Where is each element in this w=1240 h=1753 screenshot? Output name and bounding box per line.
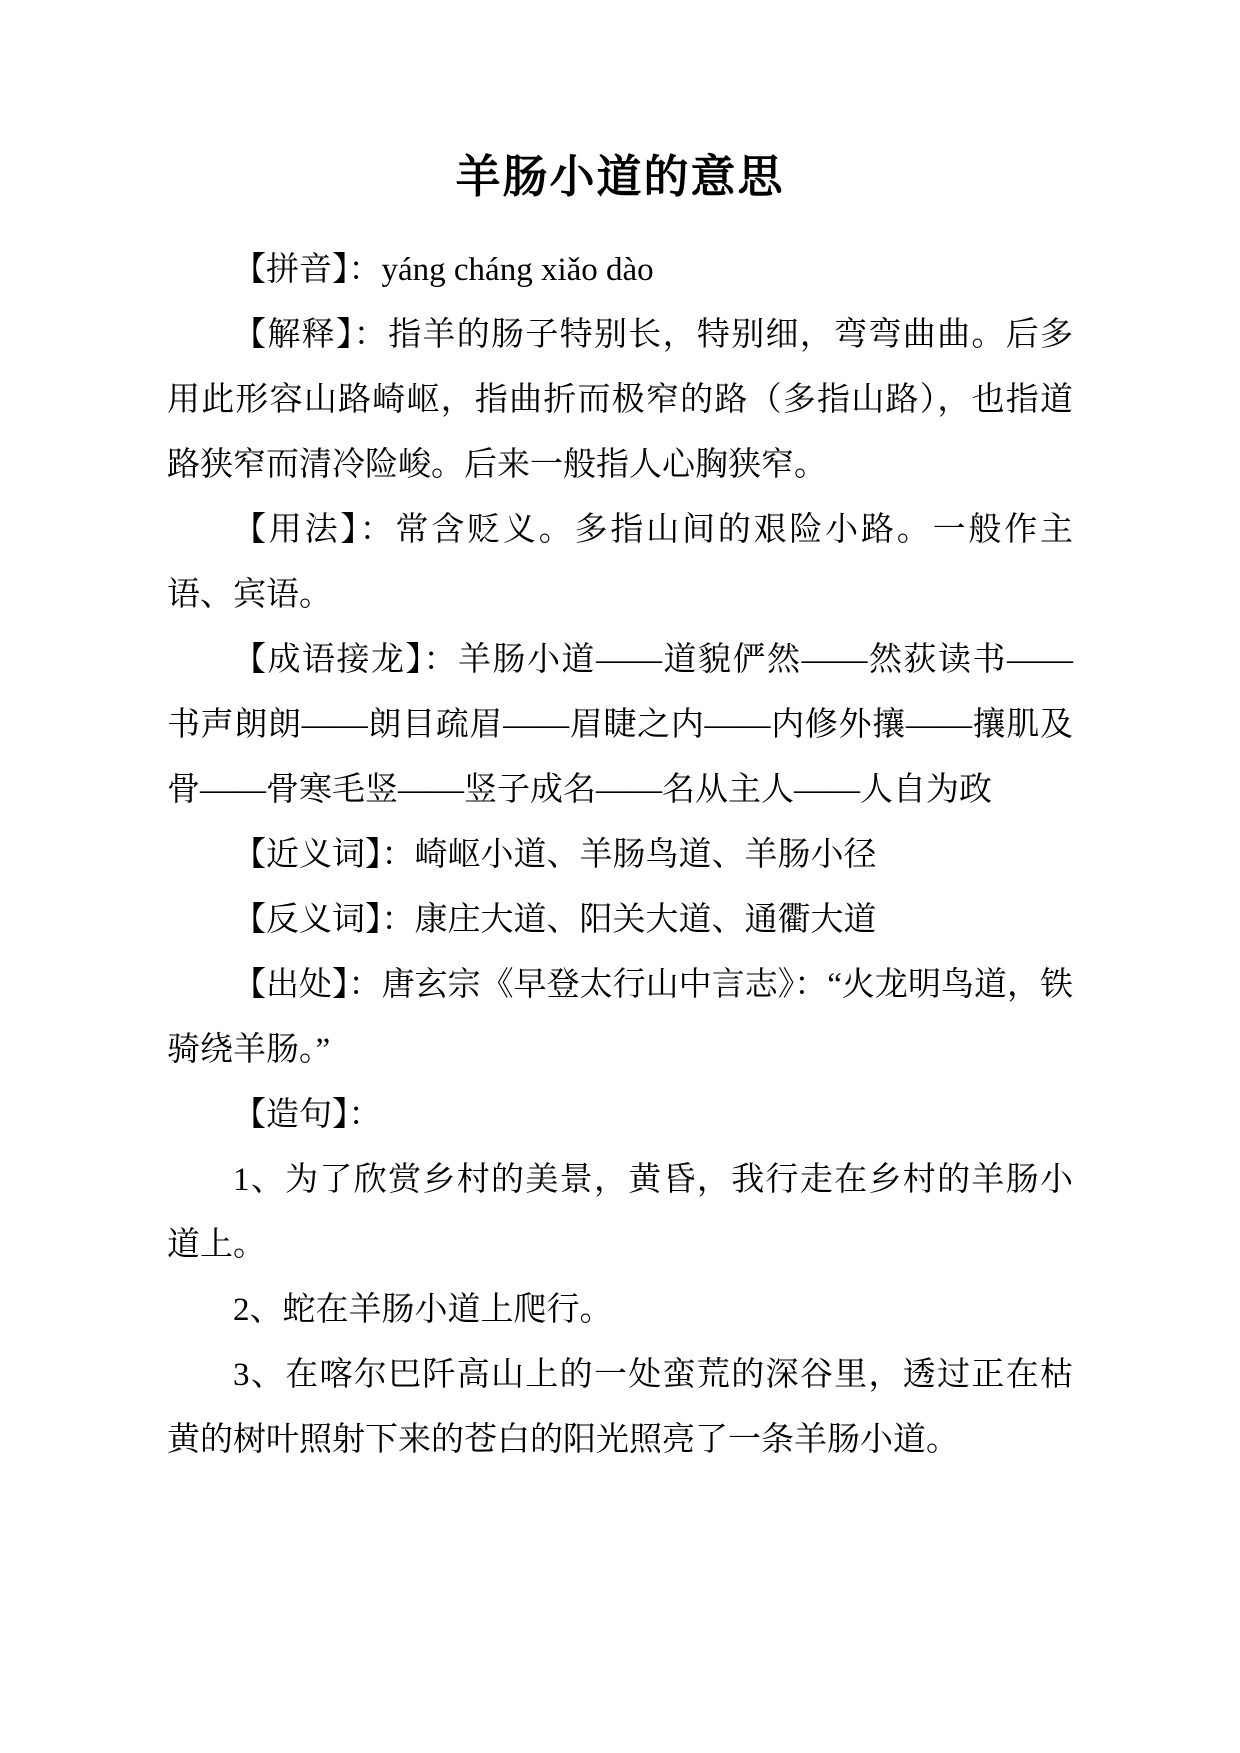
paragraph-sentence-3: 3、在喀尔巴阡高山上的一处蛮荒的深谷里，透过正在枯黄的树叶照射下来的苍白的阳光照亮了一条羊肠小道。 bbox=[167, 1357, 1073, 1458]
page-title: 羊肠小道的意思 bbox=[455, 150, 785, 203]
paragraph-idiom-chain: 【成语接龙】：羊肠小道——道貌俨然——然荻读书——书声朗朗——朗目疏眉——眉睫之内——内修外攘——攘肌及骨——骨寒毛竖——竖子成名——名从主人——人自为政 bbox=[167, 642, 1074, 808]
document-body bbox=[167, 238, 1073, 1473]
paragraph-sentences-heading: 【造句】： bbox=[233, 1097, 382, 1133]
paragraph-pinyin: 【拼音】：yáng cháng xiǎo dào bbox=[233, 252, 654, 288]
paragraph-antonyms: 【反义词】：康庄大道、阳关大道、通衢大道 bbox=[233, 902, 877, 938]
paragraph-sentence-2: 2、蛇在羊肠小道上爬行。 bbox=[233, 1292, 613, 1328]
paragraph-usage: 【用法】：常含贬义。多指山间的艰险小路。一般作主语、宾语。 bbox=[167, 512, 1073, 613]
paragraph-source: 【出处】：唐玄宗《早登太行山中言志》：“火龙明鸟道，铁骑绕羊肠。” bbox=[167, 967, 1073, 1068]
paragraph-synonyms: 【近义词】：崎岖小道、羊肠鸟道、羊肠小径 bbox=[233, 837, 877, 873]
paragraph-sentence-1: 1、为了欣赏乡村的美景，黄昏，我行走在乡村的羊肠小道上。 bbox=[167, 1162, 1073, 1263]
paragraph-explanation: 【解释】：指羊的肠子特别长，特别细，弯弯曲曲。后多用此形容山路崎岖，指曲折而极窄的路（多指山路），也指道路狭窄而清冷险峻。后来一般指人心胸狭窄。 bbox=[167, 317, 1073, 483]
